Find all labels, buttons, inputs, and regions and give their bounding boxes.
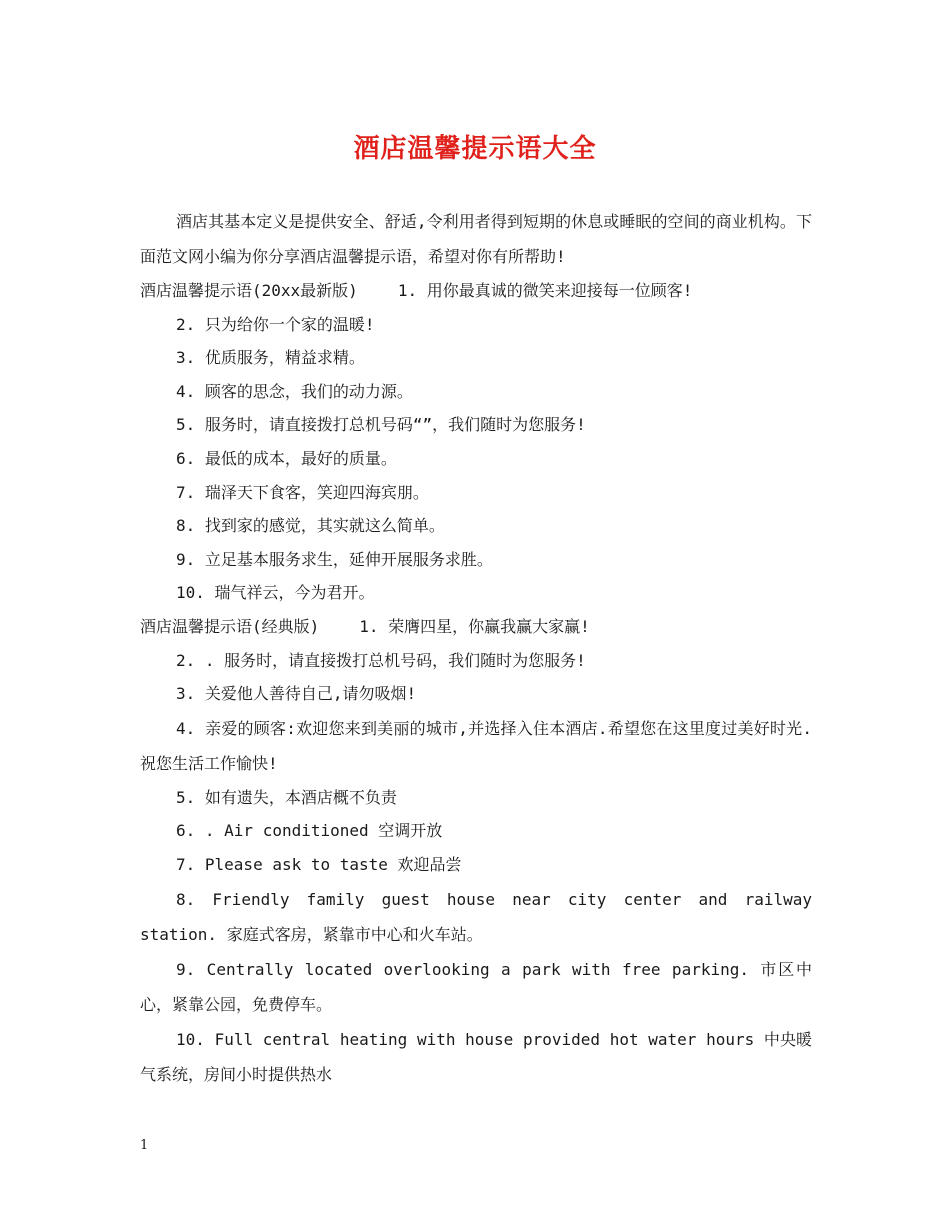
intro-paragraph: 酒店其基本定义是提供安全、舒适,令利用者得到短期的休息或睡眠的空间的商业机构。下面范文网小编为你分享酒店温馨提示语，希望对你有所帮助! xyxy=(140,212,812,266)
section1-heading: 酒店温馨提示语(20xx最新版) xyxy=(140,281,358,300)
section2-item-5: 5. 如有遗失，本酒店概不负责 xyxy=(176,787,397,807)
section2-item-3: 3. 关爱他人善待自己,请勿吸烟! xyxy=(176,684,417,704)
section2-item-1: 1. 荣膺四星，你赢我赢大家赢! xyxy=(359,616,590,636)
section2-item-2: 2. . 服务时，请直接拨打总机号码，我们随时为您服务! xyxy=(176,650,586,670)
section2-item-8: 8. Friendly family guest house near city center and railway station. 家庭式客房，紧靠市中心和火车站。 xyxy=(140,889,822,944)
section1-first-line xyxy=(140,274,812,308)
section2-item-7: 7. Please ask to taste 欢迎品尝 xyxy=(176,854,462,874)
document-title: 酒店温馨提示语大全 xyxy=(353,134,597,164)
section1-item-1: 1. 用你最真诚的微笑来迎接每一位顾客! xyxy=(397,281,693,300)
section2-first-line xyxy=(140,610,812,644)
section2-item-6: 6. . Air conditioned 空调开放 xyxy=(176,821,443,841)
section2-heading: 酒店温馨提示语(经典版) xyxy=(140,616,320,636)
section2-item-9: 9. Centrally located overlooking a park with free parking. 市区中心，紧靠公园，免费停车。 xyxy=(140,959,812,1014)
section1-item-4: 4. 顾客的思念，我们的动力源。 xyxy=(176,381,413,401)
section1-item-5: 5. 服务时，请直接拨打总机号码“”，我们随时为您服务! xyxy=(176,415,586,435)
document-body xyxy=(140,204,822,1092)
section1-item-10: 10. 瑞气祥云，今为君开。 xyxy=(176,583,375,603)
page-number: 1 xyxy=(140,1138,149,1153)
section1-item-3: 3. 优质服务，精益求精。 xyxy=(176,348,365,368)
section1-item-8: 8. 找到家的感觉，其实就这么简单。 xyxy=(176,516,445,536)
section1-item-6: 6. 最低的成本，最好的质量。 xyxy=(176,448,397,468)
section1-item-2: 2. 只为给你一个家的温暖! xyxy=(176,314,375,334)
section1-item-9: 9. 立足基本服务求生，延伸开展服务求胜。 xyxy=(176,549,493,569)
section2-item-4: 4. 亲爱的顾客:欢迎您来到美丽的城市,并选择入住本酒店.希望您在这里度过美好时光.祝您生活工作愉快! xyxy=(140,718,812,773)
section1-item-7: 7. 瑞泽天下食客，笑迎四海宾朋。 xyxy=(176,482,429,502)
section2-item-10: 10. Full central heating with house provided hot water hours 中央暖气系统，房间小时提供热水 xyxy=(140,1029,812,1084)
